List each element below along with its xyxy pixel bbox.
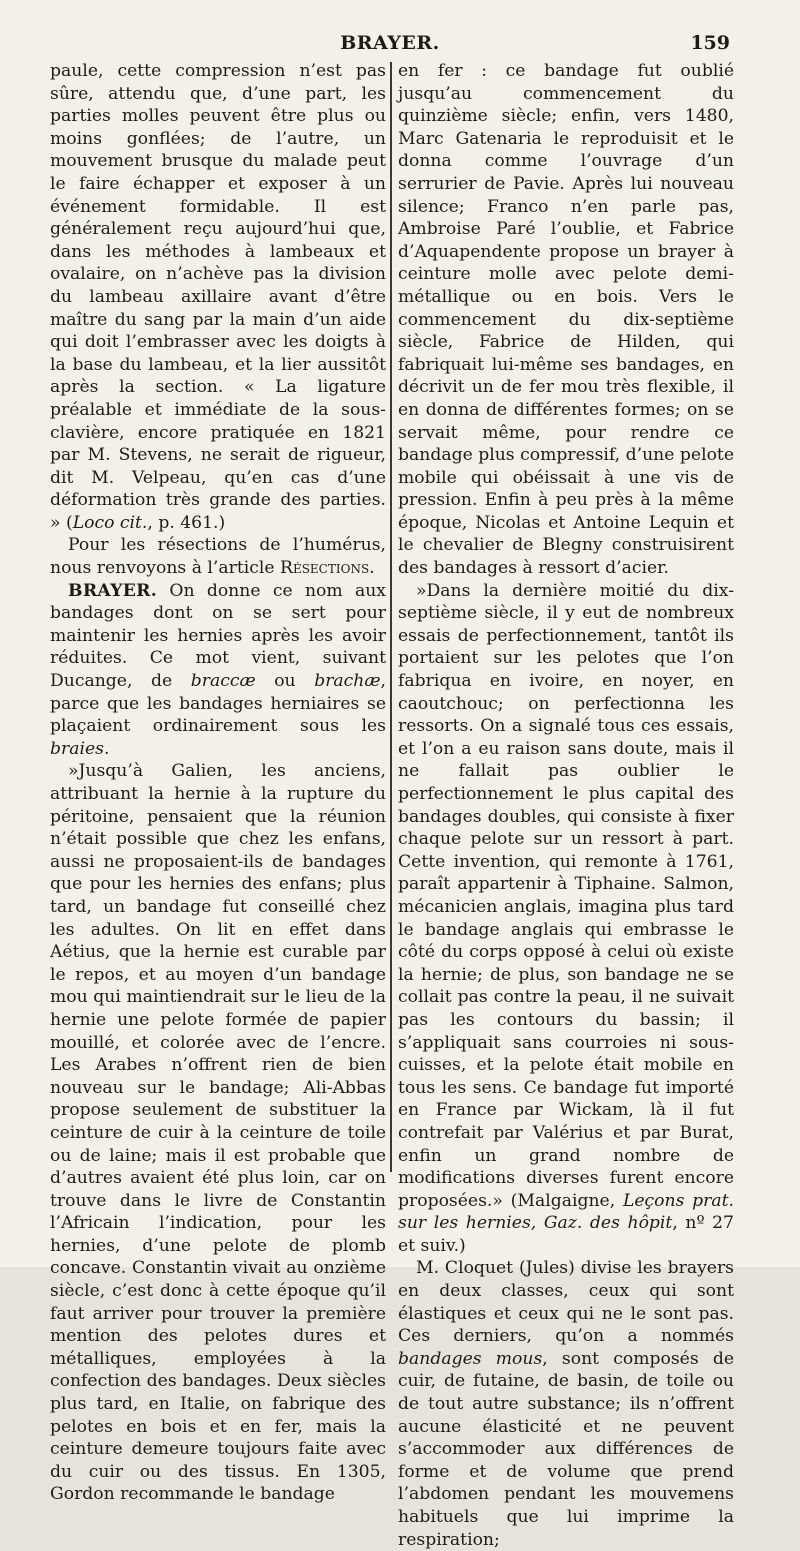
running-title: BRAYER. — [340, 32, 440, 54]
french-term: braies — [50, 738, 104, 759]
left-column — [50, 60, 386, 1506]
headword: BRAYER. — [68, 580, 158, 601]
paragraph: »Jusqu’à Galien, les anciens, attribuant la hernie à la rupture du péritoine, pensaient que la réunion n’était possible que chez les enfans, aussi ne proposaient-ils de bandages que pour les hernies des enfans; plus tard, un bandage fut conseillé chez les adultes. On lit en effet dans Aétius, que la hernie est curable par le repos, et au moyen d’un bandage mou qui maintiendrait sur le lieu de la hernie une pelote formée de papier mouillé, et colorée avec de l’encre. Les Arabes n’offrent rien de bien nouveau sur le bandage; Ali-Abbas propose seulement de substituer la ceinture de cuir à la ceinture de toile ou de laine; mais il est probable que d’autres avaient été plus loin, car on trouve dans le livre de Constantin l’Africain l’indication, pour les hernies, d’une pelote de plomb concave. Constantin vivait au onzième siècle, c’est donc à cette époque qu’il faut arriver pour trouver la première mention des pelotes dures et métalliques, employées à la confection des bandages. Deux siècles plus tard, en Italie, on fabrique des pelotes en bois et en fer, mais la ceinture demeure toujours faite avec du cuir ou des tissus. En 1305, Gordon recommande le bandage — [50, 761, 386, 1505]
page-number: 159 — [690, 32, 730, 54]
paragraph: en fer : ce bandage fut oublié jusqu’au commencement du quinzième siècle; enfin, vers 1480, Marc Gatenaria le reproduisit et le donna comme l’ouvrage d’un serrurier de Pavie. Après lui nouveau silence; Franco n’en parle pas, Ambroise Paré l’oublie, et Fabrice d’Aquapendente propose un brayer à ceinture molle avec pelote demi-métallique ou en bois. Vers le commencement du dix-septième siècle, Fabrice de Hilden, qui fabriquait lui-même ses bandages, en décrivit un de fer mou très flexible, il en donna de différentes formes; on se servait même, pour rendre ce bandage plus compressif, d’une pelote mobile qui obéissait à une vis de pression. Enfin à peu près à la même époque, Nicolas et Antoine Lequin et le chevalier de Blegny construisirent des bandages à ressort d’acier. — [398, 61, 734, 579]
page-header — [50, 32, 730, 56]
latin-term: brachæ — [314, 671, 381, 692]
paragraph: »Dans la dernière moitié du dix-septième siècle, il y eut de nombreux essais de perfectionnement, tantôt ils portaient sur les pelotes que l’on fabriqua en ivoire, en noyer, en caoutchouc; on perfectionna les ressorts. On a signalé tous ces essais, et l’on a eu raison sans doute, mais il ne fallait pas oublier le perfectionnement le plus capital des bandages doubles, qui consiste à fixer chaque pelote sur un ressort à part. Cette invention, qui remonte à 1761, paraît appartenir à Tiphaine. Salmon, mécanicien anglais, imagina plus tard le bandage anglais qui embrasse le côté du corps opposé à celui où existe la hernie; de plus, son bandage ne se collait pas contre la peau, il ne suivait pas les contours du bassin; il s’appliquait sans courroies ni sous-cuisses, et la pelote était mobile en tous les sens. Ce bandage fut importé en France par Wickam, là il fut contrefait par Valérius et par Burat, enfin un grand nombre de modifications diverses furent encore proposées.» (Malgaigne, Leçons prat. sur les hernies, Gaz. des hôpit, nº 27 et suiv.) — [398, 580, 734, 1256]
latin-term: braccæ — [190, 671, 256, 692]
term: bandages mous — [398, 1348, 543, 1369]
citation: Loco cit. — [72, 512, 148, 533]
right-column — [398, 60, 734, 1551]
paragraph: paule, cette compression n’est pas sûre, attendu que, d’une part, les parties molles peuvent être plus ou moins gonflées; de l’autre, un mouvement brusque du malade peut le faire échapper et exposer à un événement formidable. Il est généralement reçu aujourd’hui que, dans les méthodes à lambeaux et ovalaire, on n’achève pas la division du lambeau axillaire avant d’être maître du sang par la main d’un aide qui doit l’embrasser avec les doigts à la base du lambeau, et la lier aussitôt après la section. « La ligature préalable et immédiate de la sous-clavière, encore pratiquée en 1821 par M. Stevens, ne serait de rigueur, dit M. Velpeau, qu’en cas d’une déformation très grande des parties. » (Loco cit., p. 461.) — [50, 61, 386, 533]
paragraph: Pour les résections de l’humérus, nous renvoyons à l’article Résections. — [50, 535, 386, 579]
citation: Leçons prat. sur les hernies, Gaz. des hôpit — [398, 1190, 734, 1234]
entry-paragraph: BRAYER. On donne ce nom aux bandages dont on se sert pour maintenir les hernies après les avoir réduites. Ce mot vient, suivant Ducange, de braccæ ou brachæ, parce que les bandages herniaires se plaçaient ordinairement sous les braies. — [50, 580, 386, 759]
cross-reference: Résections — [280, 558, 370, 579]
paragraph: M. Cloquet (Jules) divise les brayers en deux classes, ceux qui sont élastiques et ceux qui ne le sont pas. Ces derniers, qu’on a nommés bandages mous, sont composés de cuir, de futaine, de basin, de toile ou de tout autre substance; ils n’offrent aucune élasticité et ne peuvent s’accommoder aux différences de forme et de volume que prend l’abdomen pendant les mouvemens habituels que lui imprime la respiration; — [398, 1258, 735, 1550]
column-divider — [390, 62, 392, 1172]
